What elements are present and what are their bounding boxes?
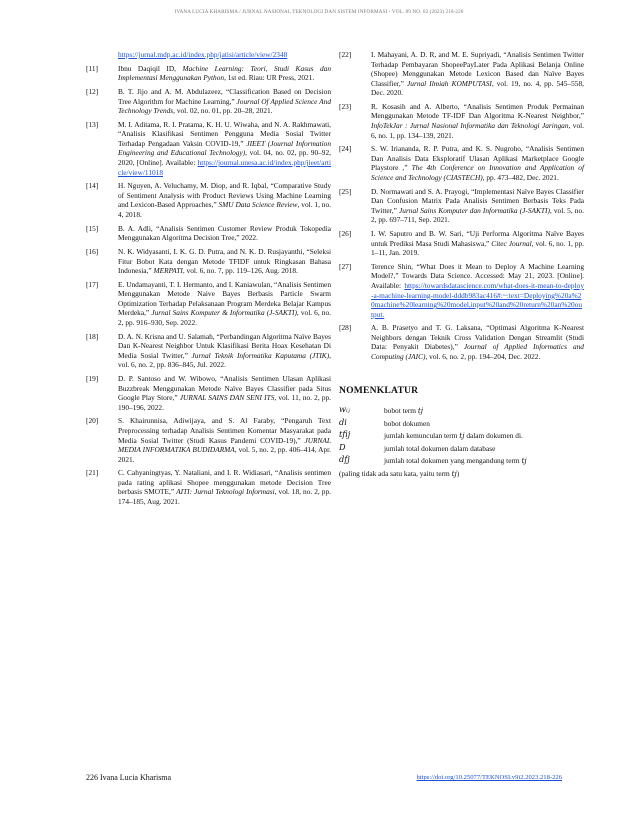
reference-body: D. A. N. Krisna and U. Salamah, “Perbandingan Algoritma Naïve Bayes Dan K-Nearest Neighbor Untuk Klasifikasi Berita Hoax Kesehatan Di Media Sosial Twitter,” — [118, 331, 331, 360]
reference-link[interactable]: https://towardsdatascience.com/what-does-it-mean-to-deploy-a-machine-learning-model-dddb983ac416#:~:text=Deploying%20a%20machine%20learning%20model,input%20and%20return%20an%20output. — [371, 280, 584, 319]
reference-text — [371, 323, 584, 361]
reference-continuation — [86, 50, 331, 60]
nomenclature-definition-text: jumlah kemunculan term — [384, 431, 460, 441]
reference-number: [16] — [86, 246, 99, 256]
reference-source: Journal Of Applied Science And Technology Trends — [118, 96, 331, 116]
nomenclature-symbol: D — [339, 441, 346, 452]
reference-item — [339, 50, 584, 98]
reference-details: , vol. 6, no. 7, pp. 119–126, Aug. 2018. — [182, 266, 298, 276]
reference-body: B. A. Adli, “Analisis Sentimen Customer Review Produk Tokopedia Menggunakan Algoritma Decision Tree,” 2022. — [118, 223, 331, 243]
reference-number: [25] — [339, 186, 352, 196]
nomenclature-row — [339, 430, 584, 443]
footer-doi-link[interactable]: https://doi.org/10.25077/TEKNOSI.v9i2.2023.218-226 — [416, 774, 562, 781]
reference-link[interactable]: https://jurnal.mdp.ac.id/index.php/jatisi/article/view/2348 — [118, 50, 288, 59]
footer-page-author: 226 Ivana Lucia Kharisma — [86, 773, 172, 782]
reference-source: The 4th Conference on Innovation and Application of Science and Technology (CIASTECH) — [371, 163, 584, 182]
reference-body: N. K. Widyasanti, I. K. G. D. Putra, and N. K. D. Rusjayanthi, “Seleksi Fitur Bobot Kata dengan Metode TFIDF untuk Ringkasan Bahasa Indonesia,” — [118, 246, 331, 276]
reference-details: , vol. 6, no. 2, pp. 916–930, Sep. 2022. — [118, 308, 331, 327]
reference-details: , vol. 5, no. 2, pp. 697–711, Sep. 2021. — [371, 205, 584, 225]
reference-item — [339, 187, 584, 225]
reference-details: , vol. 6, no. 1, pp. 134–139, 2021. — [371, 121, 584, 140]
reference-text — [118, 120, 331, 177]
reference-details: , 1st ed. Riau: UR Press, 2021. — [224, 73, 315, 83]
reference-number: [26] — [339, 229, 352, 239]
reference-text — [118, 247, 331, 276]
reference-number: [14] — [86, 181, 99, 191]
nomenclature-note — [339, 469, 584, 479]
nomenclature-definition-symbol: tj — [417, 406, 424, 416]
reference-text — [118, 64, 331, 83]
reference-number: [27] — [339, 261, 352, 271]
reference-source: AITI: Jurnal Teknologi Informasi — [176, 487, 275, 497]
reference-number: [13] — [86, 119, 99, 129]
nomenclature-symbol: wᵢⱼ — [339, 404, 350, 415]
reference-source: SMU Data Science Review — [218, 200, 298, 210]
nomenclature-list — [339, 405, 584, 468]
reference-source: Citec Journal — [491, 238, 532, 248]
reference-body: D. P. Santoso and W. Wibowo, “Analisis Sentimen Ulasan Aplikasi Buzzbreak Menggunakan Metode Naïve Bayes Classifier pada Situs Google Play Store,” — [118, 374, 331, 403]
reference-source: Machine Learning: Teori, Studi Kasus dan Implementasi Menggunakan Python — [118, 63, 331, 83]
nomenclature-row — [339, 455, 584, 468]
reference-details: , vol. 18, no. 2, pp. 174–185, Aug. 2021. — [118, 487, 331, 507]
reference-body: B. T. Jijo and A. M. Abdulazeez, “Classification Based on Decision Tree Algorithm for Machine Learning,” — [118, 87, 331, 106]
reference-item — [86, 87, 331, 116]
reference-number: [11] — [86, 63, 98, 73]
reference-item — [339, 323, 584, 361]
reference-body: C. Cahyaningtyas, Y. Nataliani, and I. R. Widiasari, “Analisis sentimen pada rating aplikasi Shopee menggunakan metode Decision Tree berbasis SMOTE,” — [118, 468, 331, 497]
reference-source: Jurnal Teknik Informatika Kaputama (JTIK) — [191, 350, 330, 360]
nomenclature-definition — [384, 419, 430, 429]
reference-body: S. W. Iriananda, R. P. Putra, and K. S. Nugroho, “Analisis Sentimen Dan Analisis Data Eksploratif Ulasan Aplikasi Marketplace Google Playstore ,” — [371, 144, 584, 173]
reference-details: , pp. 473–482, Dec. 2021. — [482, 172, 559, 182]
reference-details: , vol. 19, no. 4, pp. 545–558, Dec. 2020. — [371, 78, 584, 98]
nomenclature-symbol: dfj — [339, 454, 350, 465]
references-right-column — [339, 50, 584, 479]
reference-body: Terence Shin, “What Does it Mean to Deploy A Machine Learning Model?,” Towards Data Science. Accessed: May 21, 2023. [Online]. Available: — [371, 261, 584, 290]
reference-source: Jurnal Sains Komputer & Informatika (J-SAKTI) — [151, 308, 297, 318]
reference-number: [21] — [86, 468, 99, 478]
reference-text — [371, 50, 584, 98]
nomenclature-heading: NOMENKLATUR — [339, 384, 419, 396]
reference-text — [371, 262, 584, 319]
reference-body: S. Khairunnisa, Adiwijaya, and S. Al Faraby, “Pengaruh Text Preprocessing terhadap Analisis Sentimen Komentar Masyarakat pada Media Sosial Twitter (Studi Kasus Pandemi COVID-19),” — [118, 416, 331, 445]
reference-text — [371, 229, 584, 258]
reference-text — [118, 181, 331, 219]
reference-details: , vol. 11, no. 2, pp. 190–196, 2022. — [118, 393, 332, 412]
reference-text — [118, 332, 331, 370]
reference-number: [20] — [86, 416, 99, 426]
reference-body: E. Undamayanti, T. I. Hermanto, and I. Kaniawulan, “Analisis Sentimen Menggunakan Metode Naive Bayes Berbasis Particle Swarm Optimization Terhadap Pelaksanaan Program Merdeka Belajar Kampus Merdeka,” — [118, 279, 331, 318]
nomenclature-definition — [384, 456, 527, 466]
nomenclature-definition-text: jumlah total dokumen yang mengandung term — [384, 456, 522, 466]
reference-text — [118, 374, 331, 412]
nomenclature-definition-text: bobot term — [384, 406, 418, 416]
reference-details: , vol. 5, no. 2, pp. 406–414, Apr. 2021. — [118, 445, 331, 464]
nomenclature-note-symbol: tj — [451, 469, 457, 479]
reference-source: Jurnal Sains Komputer dan Informatika (J-SAKTI) — [399, 205, 550, 215]
reference-body: I. W. Saputro and B. W. Sari, “Uji Performa Algoritma Naïve Bayes untuk Prediksi Masa Studi Mahasiswa,” — [371, 229, 584, 248]
reference-details: , vol. 6, no. 1, pp. 1–11, Jan. 2019. — [371, 238, 585, 258]
reference-details: , vol. 1, no. 4, 2018. — [118, 200, 331, 219]
nomenclature-row — [339, 405, 584, 418]
nomenclature-definition-text: jumlah total dokumen dalam database — [384, 443, 496, 453]
reference-item — [86, 224, 331, 243]
nomenclature-definition-text: bobot dokumen — [384, 418, 430, 428]
nomenclature-definition — [384, 431, 523, 441]
running-header: IVANA LUCIA KHARISMA / JURNAL NASIONAL TEKNOLOGI DAN SISTEM INFORMASI - VOL. 09 NO. 02 (2023) 218-226 — [174, 9, 464, 15]
reference-item — [339, 229, 584, 258]
reference-source: JIEET (Journal Information Engineering and Educational Technology) — [118, 138, 331, 158]
reference-item — [86, 64, 331, 83]
reference-number: [12] — [86, 87, 99, 97]
reference-link[interactable]: https://journal.unesa.ac.id/index.php/jieet/article/view/11018 — [118, 158, 331, 177]
reference-text — [118, 280, 331, 328]
references-left-column — [86, 50, 331, 511]
reference-item — [86, 332, 331, 370]
reference-body: Ibnu Daqiqil ID, — [118, 63, 183, 73]
reference-text — [371, 187, 584, 225]
reference-body: I. Mahayani, A. D. R, and M. E. Supriyadi, “Analisis Sentimen Twitter Terhadap Pembayaran ShopeePayLater Pada Aplikasi Belanja Online (Shopee) Menggunakan Metode Lexicon Based dan Naïve Bayes Classifier,” — [371, 50, 584, 88]
reference-item — [86, 181, 331, 219]
reference-body: M. I. Aditama, R. I. Pratama, K. H. U. Wiwaha, and N. A. Rakhmawati, “Analisis Klasifikasi Sentimen Pengguna Media Sosial Twitter Terhadap Pengadaan Vaksin COVID-19,” — [118, 119, 331, 148]
reference-body: H. Nguyen, A. Veluchamy, M. Diop, and R. Iqbal, “Comparative Study of Sentiment Analysis with Product Reviews Using Machine Learning and Lexicon-Based Approaches,” — [118, 181, 331, 210]
reference-source: JURNAL MEDIA INFORMATIKA BUDIDARMA — [118, 435, 331, 455]
reference-text — [371, 102, 584, 140]
reference-details: , vol. 02, no. 01, pp. 20–28, 2021. — [173, 106, 273, 116]
reference-list-right — [339, 50, 584, 362]
reference-item — [86, 120, 331, 177]
reference-number: [15] — [86, 223, 99, 233]
nomenclature-symbol: di — [339, 416, 347, 427]
reference-details: , vol. 6, no. 2, pp. 194–204, Dec. 2022. — [425, 351, 541, 361]
nomenclature-definition — [384, 444, 495, 454]
reference-number: [19] — [86, 374, 99, 384]
nomenclature-definition-end: dalam dokumen di. — [464, 431, 523, 441]
nomenclature-definition-symbol: tj — [521, 456, 527, 466]
reference-number: [23] — [339, 101, 352, 111]
nomenclature-definition-symbol: tj — [459, 431, 465, 441]
reference-text — [371, 144, 584, 182]
reference-item — [86, 416, 331, 464]
reference-source: Journal of Applied Informatics and Computing (JAIC) — [371, 342, 584, 361]
reference-item — [339, 144, 584, 182]
reference-item — [86, 374, 331, 412]
reference-item — [339, 102, 584, 140]
nomenclature-symbol: tfij — [339, 429, 351, 440]
reference-text — [118, 416, 331, 464]
reference-text — [118, 87, 331, 116]
reference-item — [86, 468, 331, 506]
reference-list-left — [86, 64, 331, 507]
nomenclature-row — [339, 418, 584, 431]
reference-item — [86, 280, 331, 328]
reference-source: MERPATI — [153, 266, 183, 276]
reference-text — [118, 468, 331, 506]
reference-body: D. Normawati and S. A. Prayogi, “Implementasi Naïve Bayes Classifier Dan Confusion Matrix Pada Analisis Sentimen Berbasis Teks Pada Twitter,” — [371, 186, 584, 215]
nomenclature-note-text: (paling tidak ada satu kata, yaitu term — [339, 469, 452, 479]
reference-number: [24] — [339, 144, 352, 154]
reference-item — [339, 262, 584, 319]
reference-details: , vol. 6, no. 2, pp. 836–845, Jul. 2022. — [118, 350, 331, 370]
reference-number: [17] — [86, 279, 99, 289]
reference-body: A. B. Prasetyo and T. G. Laksana, “Optimasi Algoritma K-Nearest Neighbors dengan Teknik Cross Validation Dengan Streamlit (Studi Data: Penyakit Diabetes),” — [371, 323, 584, 352]
reference-number: [28] — [339, 323, 352, 333]
nomenclature-note-end: ) — [456, 469, 460, 479]
reference-body: R. Kosasih and A. Alberto, “Analisis Sentimen Produk Permainan Menggunakan Metode TF-IDF Dan Algoritma K-Nearest Neighbor,” — [371, 101, 584, 121]
reference-text — [118, 224, 331, 243]
reference-item — [86, 247, 331, 276]
reference-number: [22] — [339, 50, 352, 59]
reference-source: JURNAL SAINS DAN SENI ITS — [179, 393, 275, 403]
nomenclature-definition — [384, 406, 423, 416]
reference-source: InfoTekJar : Jurnal Nasional Informatika dan Teknologi Jaringan — [371, 121, 569, 131]
reference-source: Jurnal Ilmiah KOMPUTASI — [407, 78, 492, 88]
reference-details: , vol. 04, no. 02, pp. 90–92, 2020, [Online]. Available: — [118, 148, 331, 168]
reference-number: [18] — [86, 331, 99, 341]
nomenclature-row — [339, 443, 584, 456]
